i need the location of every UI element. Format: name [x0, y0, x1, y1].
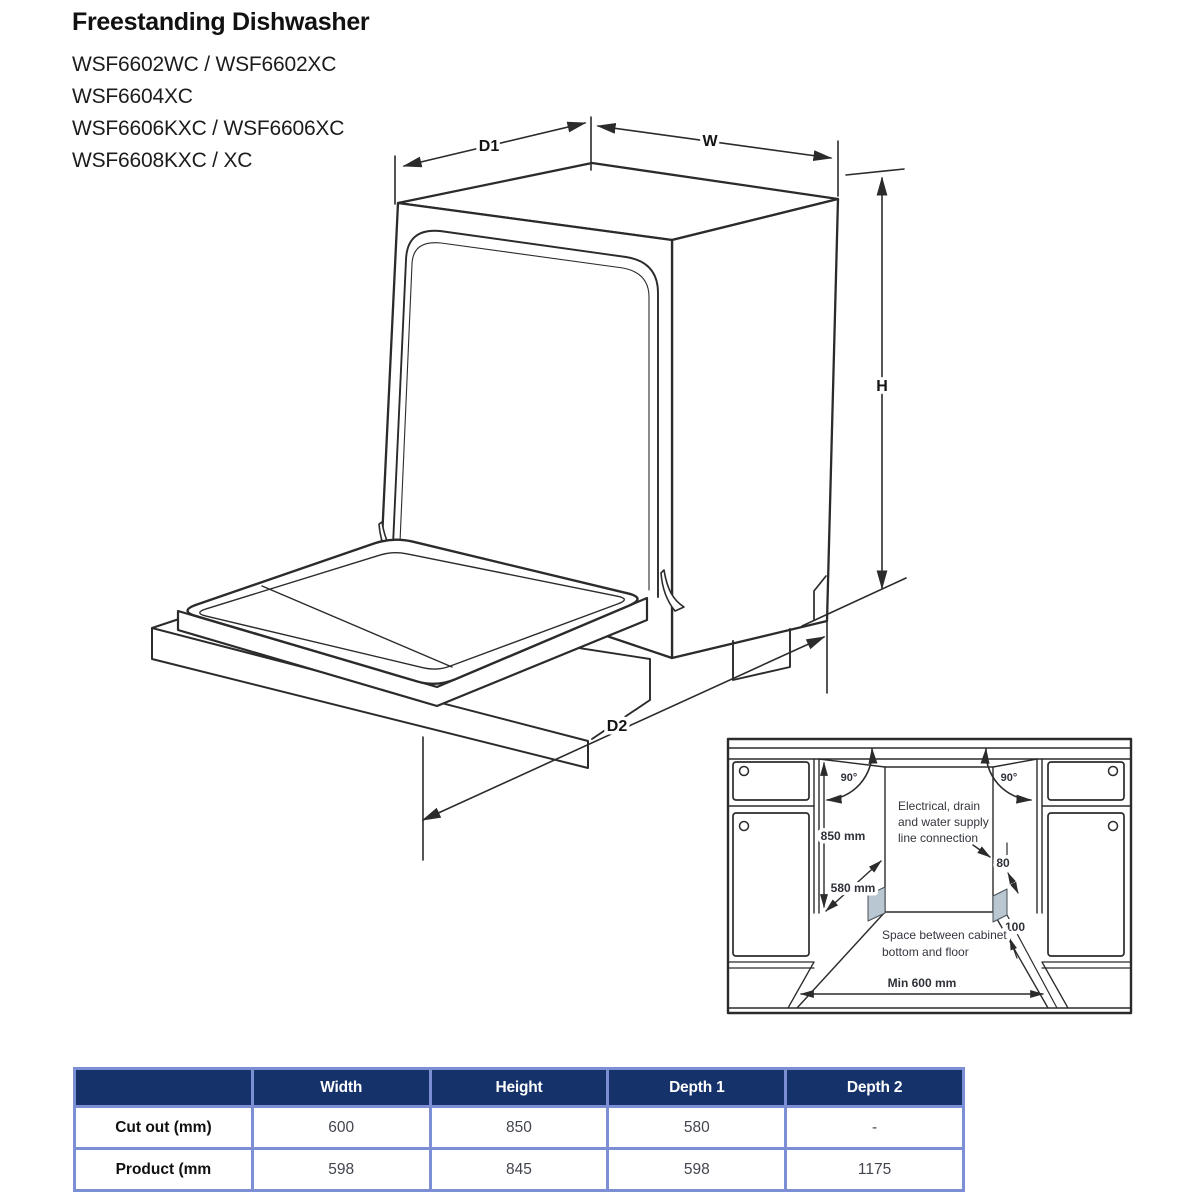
header-cell-height: Height — [432, 1070, 607, 1105]
gap-top-label: 80 — [996, 856, 1010, 870]
w-label: W — [702, 133, 718, 150]
d1-label: D1 — [478, 138, 500, 155]
angle-right-label: 90° — [1000, 772, 1018, 784]
dimensions-table-wrap — [73, 1067, 965, 1192]
connection-note-line3: line connection — [898, 831, 979, 845]
product-width: 598 — [254, 1150, 429, 1189]
niche-depth-label: 580 mm — [830, 881, 876, 895]
header-cell-width: Width — [254, 1070, 429, 1105]
model-line: WSF6602WC / WSF6602XC — [72, 53, 337, 76]
angle-left-label: 90° — [840, 772, 858, 784]
gap-bottom-label: 100 — [1004, 920, 1026, 934]
niche-height-label: 850 mm — [820, 829, 866, 843]
table-row-cutout — [76, 1108, 962, 1147]
product-depth1: 598 — [609, 1150, 784, 1189]
connection-note-line1: Electrical, drain — [898, 799, 981, 813]
cutout-width: 600 — [254, 1108, 429, 1147]
inset-border — [728, 739, 1131, 1013]
min-width-label: Min 600 mm — [887, 976, 957, 990]
space-note-line1: Space between cabinet — [882, 928, 1007, 942]
connection-note-line2: and water supply — [898, 815, 989, 829]
d2-label: D2 — [606, 718, 628, 735]
dimensions-table — [73, 1067, 965, 1192]
model-line: WSF6606KXC / WSF6606XC — [72, 117, 345, 140]
row-label-cutout: Cut out (mm) — [76, 1108, 251, 1147]
row-label-product: Product (mm — [76, 1150, 251, 1189]
space-note-line2: bottom and floor — [882, 945, 969, 959]
product-height: 845 — [432, 1150, 607, 1189]
installation-inset — [728, 739, 1131, 1013]
product-depth2: 1175 — [787, 1150, 962, 1189]
h-label: H — [876, 378, 888, 395]
cutout-height: 850 — [432, 1108, 607, 1147]
page-title: Freestanding Dishwasher — [72, 8, 370, 36]
cutout-depth2: - — [787, 1108, 962, 1147]
table-row-product — [76, 1150, 962, 1189]
cutout-depth1: 580 — [609, 1108, 784, 1147]
box-right-face — [672, 199, 838, 658]
table-header-row — [76, 1070, 962, 1105]
header-cell-depth1: Depth 1 — [609, 1070, 784, 1105]
header-cell-blank — [76, 1070, 251, 1105]
base-top-edge — [152, 619, 179, 628]
model-line: WSF6604XC — [72, 85, 193, 108]
model-line: WSF6608KXC / XC — [72, 149, 253, 172]
header-cell-depth2: Depth 2 — [787, 1070, 962, 1105]
